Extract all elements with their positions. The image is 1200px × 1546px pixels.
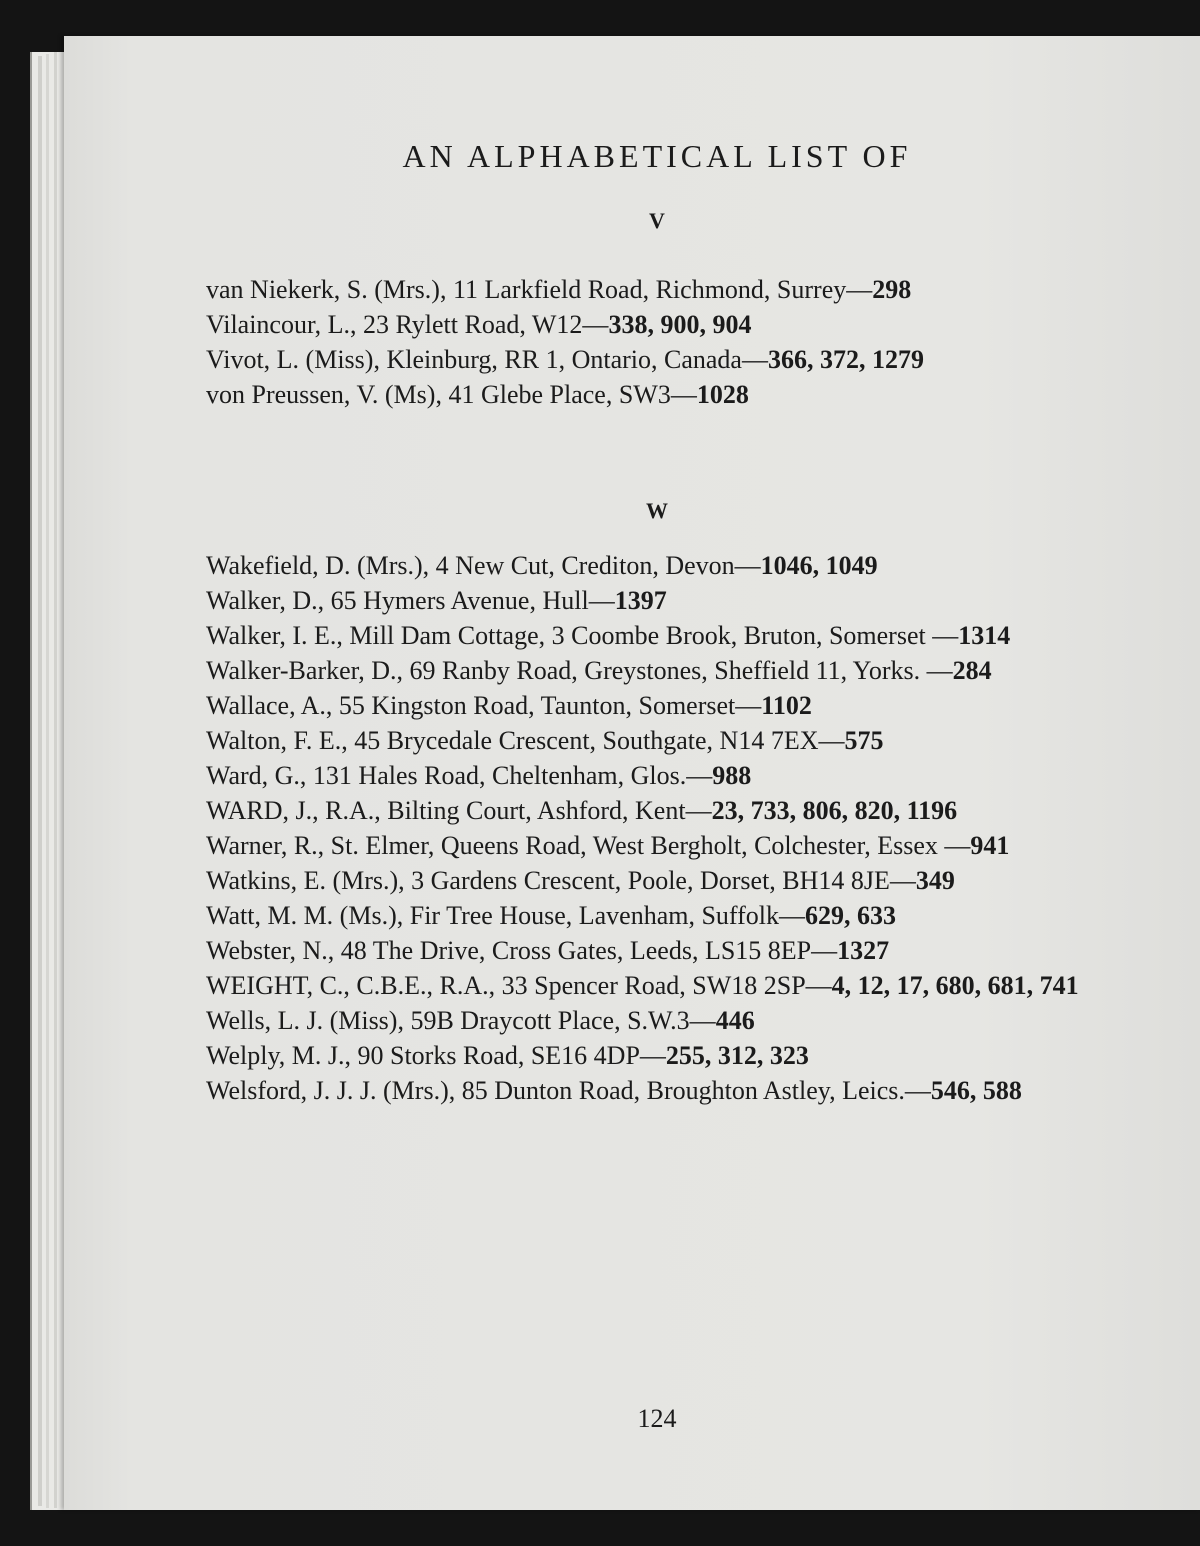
list-item: Wells, L. J. (Miss), 59B Draycott Place, S.W.3—446 <box>206 1006 755 1035</box>
list-item: Vivot, L. (Miss), Kleinburg, RR 1, Ontario, Canada—366, 372, 1279 <box>206 345 924 374</box>
list-item: von Preussen, V. (Ms), 41 Glebe Place, SW3—1028 <box>206 380 749 409</box>
book-page <box>64 36 1200 1510</box>
entry-list-w <box>206 548 1146 1108</box>
list-item: van Niekerk, S. (Mrs.), 11 Larkfield Road, Richmond, Surrey—298 <box>206 275 912 304</box>
list-item: Wallace, A., 55 Kingston Road, Taunton, Somerset—1102 <box>206 691 812 720</box>
page-edge <box>46 54 49 1508</box>
list-item: WEIGHT, C., C.B.E., R.A., 33 Spencer Road, SW18 2SP—4, 12, 17, 680, 681, 741 <box>206 971 1079 1000</box>
page-title: AN ALPHABETICAL LIST OF <box>402 138 912 174</box>
list-item: Walker-Barker, D., 69 Ranby Road, Greystones, Sheffield 11, Yorks. —284 <box>206 656 992 685</box>
list-item: Ward, G., 131 Hales Road, Cheltenham, Glos.—988 <box>206 761 752 790</box>
page-edge <box>54 52 57 1508</box>
list-item: Welply, M. J., 90 Storks Road, SE16 4DP—255, 312, 323 <box>206 1041 809 1070</box>
list-item: Walker, D., 65 Hymers Avenue, Hull—1397 <box>206 586 667 615</box>
list-item: Webster, N., 48 The Drive, Cross Gates, Leeds, LS15 8EP—1327 <box>206 936 890 965</box>
section-letter-w: W <box>646 498 668 523</box>
page-edge <box>38 56 42 1506</box>
list-item: Watkins, E. (Mrs.), 3 Gardens Crescent, Poole, Dorset, BH14 8JE—349 <box>206 866 955 895</box>
entry-list-v <box>206 272 1146 412</box>
list-item: Warner, R., St. Elmer, Queens Road, West Bergholt, Colchester, Essex —941 <box>206 831 1010 860</box>
list-item: Vilaincour, L., 23 Rylett Road, W12—338, 900, 904 <box>206 310 752 339</box>
list-item: Wakefield, D. (Mrs.), 4 New Cut, Crediton, Devon—1046, 1049 <box>206 551 878 580</box>
list-item: Welsford, J. J. J. (Mrs.), 85 Dunton Road, Broughton Astley, Leics.—546, 588 <box>206 1076 1022 1105</box>
list-item: Watt, M. M. (Ms.), Fir Tree House, Lavenham, Suffolk—629, 633 <box>206 901 897 930</box>
list-item: Walton, F. E., 45 Brycedale Crescent, Southgate, N14 7EX—575 <box>206 726 884 755</box>
section-letter-v: V <box>649 208 665 233</box>
list-item: Walker, I. E., Mill Dam Cottage, 3 Coombe Brook, Bruton, Somerset —1314 <box>206 621 1011 650</box>
page-number: 124 <box>637 1404 677 1433</box>
list-item: WARD, J., R.A., Bilting Court, Ashford, Kent—23, 733, 806, 820, 1196 <box>206 796 958 825</box>
